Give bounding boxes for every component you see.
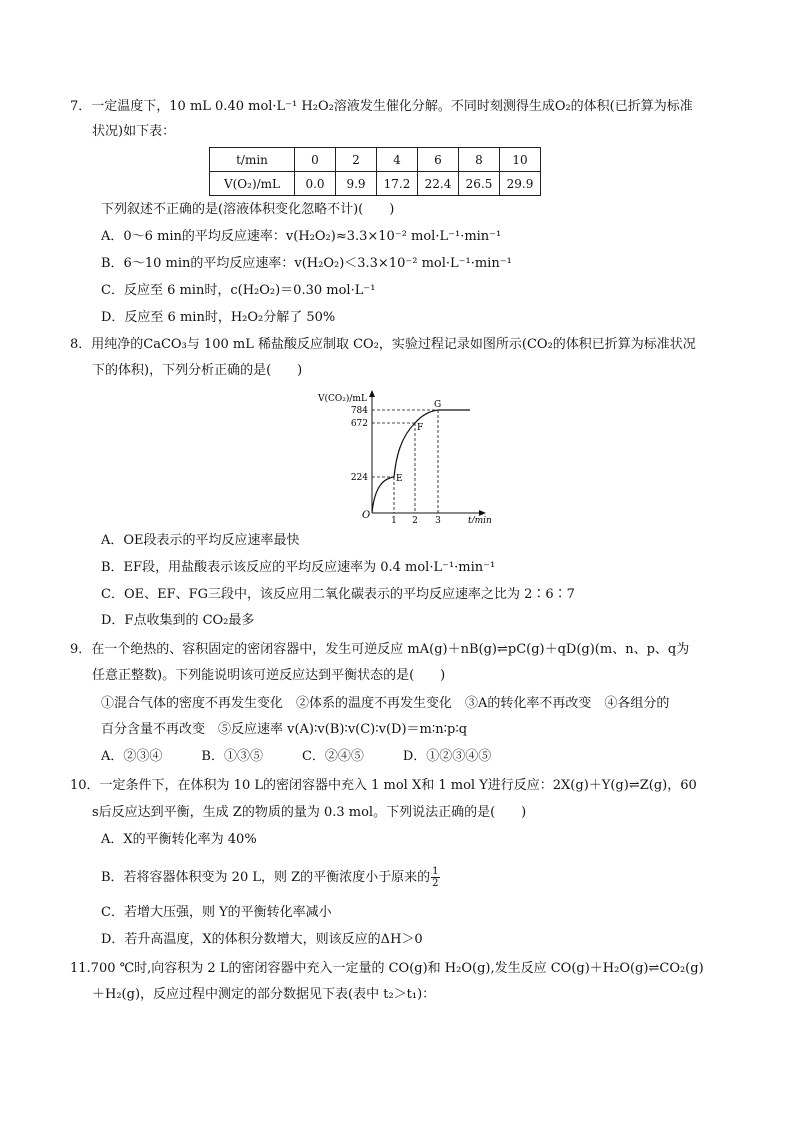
- q9-items-line2: 百分含量不再改变 ⑤反应速率 v(A)∶v(B)∶v(C)∶v(D)＝m∶n∶p∶q: [101, 722, 468, 737]
- table-cell: 10: [500, 148, 541, 172]
- q10-option-d: D．若升高温度，X的体积分数增大，则该反应的ΔH＞0: [101, 932, 423, 947]
- q8-option-d: D．F点收集到的 CO₂最多: [101, 613, 255, 628]
- q8-stem-line1: 8．用纯净的CaCO₃与 100 mL 稀盐酸反应制取 CO₂，实验过程记录如图所示(CO₂的体积已折算为标准状况: [70, 337, 696, 352]
- table-header-cell: t/min: [210, 148, 295, 172]
- q9-stem-line2: 任意正整数)。下列能说明该可逆反应达到平衡状态的是( ): [92, 668, 446, 683]
- origin-label: O: [362, 510, 371, 521]
- q10-option-a: A．X的平衡转化率为 40%: [101, 832, 257, 847]
- ytick-784: 784: [350, 406, 368, 416]
- q7-option-a: A．0～6 min的平均反应速率：v(H₂O₂)≈3.3×10⁻² mol·L⁻¹·min⁻¹: [101, 229, 502, 244]
- point-f-label: F: [417, 423, 424, 433]
- q7-data-table: [209, 147, 541, 196]
- table-cell: 6: [418, 148, 459, 172]
- table-cell: 9.9: [336, 172, 377, 196]
- q8-option-c: C．OE、EF、FG三段中，该反应用二氧化碳表示的平均反应速率之比为 2∶6∶7: [101, 587, 575, 602]
- q7-prompt: 下列叙述不正确的是(溶液体积变化忽略不计)( ): [101, 202, 395, 217]
- q10-stem-line1: 10．一定条件下，在体积为 10 L的密闭容器中充入 1 mol X和 1 mol Y进行反应：2X(g)＋Y(g)⇌Z(g)，60: [70, 778, 697, 793]
- ytick-672: 672: [350, 419, 368, 429]
- q9-stem-line1: 9．在一个绝热的、容积固定的密闭容器中，发生可逆反应 mA(g)＋nB(g)⇌pC(g)＋qD(g)(m、n、p、q为: [70, 642, 690, 657]
- table-row: [210, 148, 541, 172]
- q10-option-b-text: B．若将容器体积变为 20 L，则 Z的平衡浓度小于原来的: [101, 870, 431, 885]
- table-cell: 2: [336, 148, 377, 172]
- table-cell: 4: [377, 148, 418, 172]
- q7-stem-line2: 状况)如下表：: [92, 124, 176, 139]
- q8-stem-line2: 下的体积)，下列分析正确的是( ): [92, 363, 303, 378]
- q9-options: A．②③④ B．①③⑤ C．②④⑤ D．①②③④⑤: [101, 749, 492, 764]
- q8-graph: [310, 388, 500, 523]
- xtick-1: 1: [391, 516, 397, 523]
- q7-option-c: C．反应至 6 min时，c(H₂O₂)＝0.30 mol·L⁻¹: [101, 283, 376, 298]
- table-cell: 8: [459, 148, 500, 172]
- table-cell: 26.5: [459, 172, 500, 196]
- table-row: [210, 172, 541, 196]
- fraction-one-half: [431, 866, 439, 889]
- q10-option-b: [101, 866, 440, 889]
- q8-option-a: A．OE段表示的平均反应速率最快: [101, 533, 300, 548]
- table-header-cell: V(O₂)/mL: [210, 172, 295, 196]
- table-cell: 0: [295, 148, 336, 172]
- q10-option-c: C．若增大压强，则 Y的平衡转化率减小: [101, 905, 332, 920]
- point-e-label: E: [396, 474, 403, 484]
- q7-option-d: D．反应至 6 min时，H₂O₂分解了 50%: [101, 310, 336, 325]
- y-axis-arrow: [369, 390, 375, 397]
- table-cell: 29.9: [500, 172, 541, 196]
- q9-items-line1: ①混合气体的密度不再发生变化 ②体系的温度不再发生变化 ③A的转化率不再改变 ④各组分的: [101, 696, 670, 711]
- point-g-label: G: [434, 400, 442, 410]
- q11-stem-line1: 11.700 ℃时,向容积为 2 L的密闭容器中充入一定量的 CO(g)和 H₂O(g),发生反应 CO(g)＋H₂O(g)⇌CO₂(g): [70, 961, 704, 976]
- xtick-2: 2: [412, 516, 418, 523]
- q10-stem-line2: s后反应达到平衡，生成 Z的物质的量为 0.3 mol。下列说法正确的是( ): [92, 805, 527, 820]
- q8-option-b: B．EF段，用盐酸表示该反应的平均反应速率为 0.4 mol·L⁻¹·min⁻¹: [101, 560, 496, 575]
- y-axis-label: V(CO₂)/mL: [318, 394, 367, 404]
- q11-stem-line2: ＋H₂(g)，反应过程中测定的部分数据见下表(表中 t₂＞t₁)：: [92, 987, 436, 1002]
- table-cell: 22.4: [418, 172, 459, 196]
- table-cell: 17.2: [377, 172, 418, 196]
- table-cell: 0.0: [295, 172, 336, 196]
- q7-stem-line1: 7．一定温度下，10 mL 0.40 mol·L⁻¹ H₂O₂溶液发生催化分解。不同时刻测得生成O₂的体积(已折算为标准: [70, 99, 693, 114]
- xtick-3: 3: [435, 516, 441, 523]
- ytick-224: 224: [350, 473, 368, 483]
- x-axis-label: t/min: [468, 516, 492, 523]
- q7-option-b: B．6～10 min的平均反应速率：v(H₂O₂)＜3.3×10⁻² mol·L⁻¹·min⁻¹: [101, 256, 512, 271]
- fraction-numerator: 1: [432, 866, 439, 877]
- fraction-denominator: 2: [432, 878, 439, 889]
